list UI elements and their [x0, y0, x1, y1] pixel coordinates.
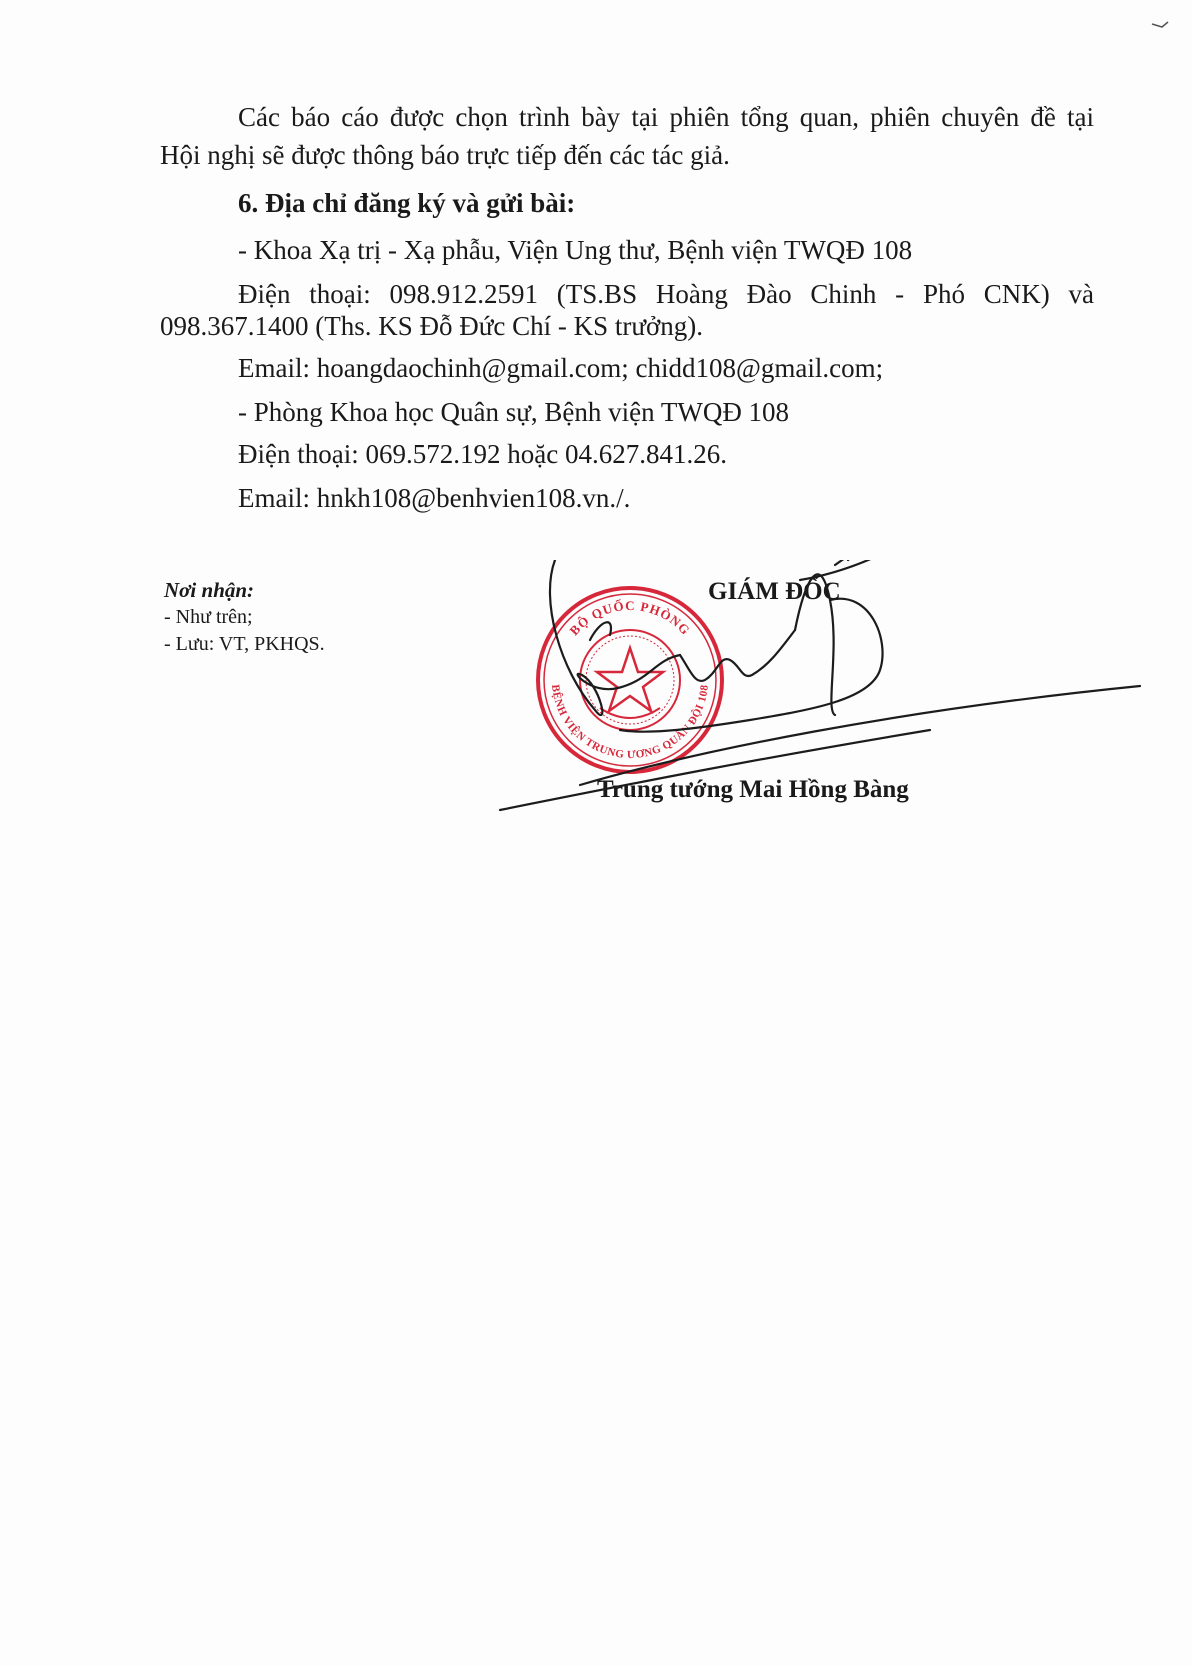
recipients-block	[164, 577, 325, 658]
department-line: - Khoa Xạ trị - Xạ phẫu, Viện Ung thư, Bệnh viện TWQĐ 108	[238, 235, 913, 265]
signer-name: Trung tướng Mai Hồng Bàng	[597, 776, 909, 803]
phone-line: Điện thoại: 069.572.192 hoặc 04.627.841.26.	[238, 439, 727, 469]
paragraph-line: Các báo cáo được chọn trình bày tại phiên tổng quan, phiên chuyên đề tại	[238, 102, 1094, 132]
svg-text:BỆNH VIỆN TRUNG ƯƠNG QUÂN ĐỘI: BỆNH VIỆN TRUNG ƯƠNG QUÂN ĐỘI 108	[549, 683, 711, 762]
phone-line: Điện thoại: 098.912.2591 (TS.BS Hoàng Đào Chinh - Phó CNK) và	[238, 279, 1094, 309]
recipient-item: - Lưu: VT, PKHQS.	[164, 633, 325, 655]
recipient-item: - Như trên;	[164, 606, 253, 628]
phone-line: 098.367.1400 (Ths. KS Đỗ Đức Chí - KS trưởng).	[160, 311, 704, 341]
paragraph-line: Hội nghị sẽ được thông báo trực tiếp đến các tác giả.	[160, 140, 730, 170]
handwritten-signature-icon	[450, 560, 1150, 850]
section-heading: 6. Địa chỉ đăng ký và gửi bài:	[238, 188, 576, 218]
signature-block	[540, 560, 1190, 850]
signer-title: GIÁM ĐỐC	[708, 578, 841, 605]
scan-mark-icon	[1144, 10, 1174, 30]
svg-text:BỘ QUỐC PHÒNG: BỘ QUỐC PHÒNG	[566, 597, 694, 639]
email-line: Email: hoangdaochinh@gmail.com; chidd108@gmail.com;	[238, 353, 884, 383]
department-line: - Phòng Khoa học Quân sự, Bệnh viện TWQĐ 108	[238, 397, 790, 427]
recipients-heading: Nơi nhận:	[164, 578, 255, 602]
email-line: Email: hnkh108@benhvien108.vn./.	[238, 483, 631, 513]
